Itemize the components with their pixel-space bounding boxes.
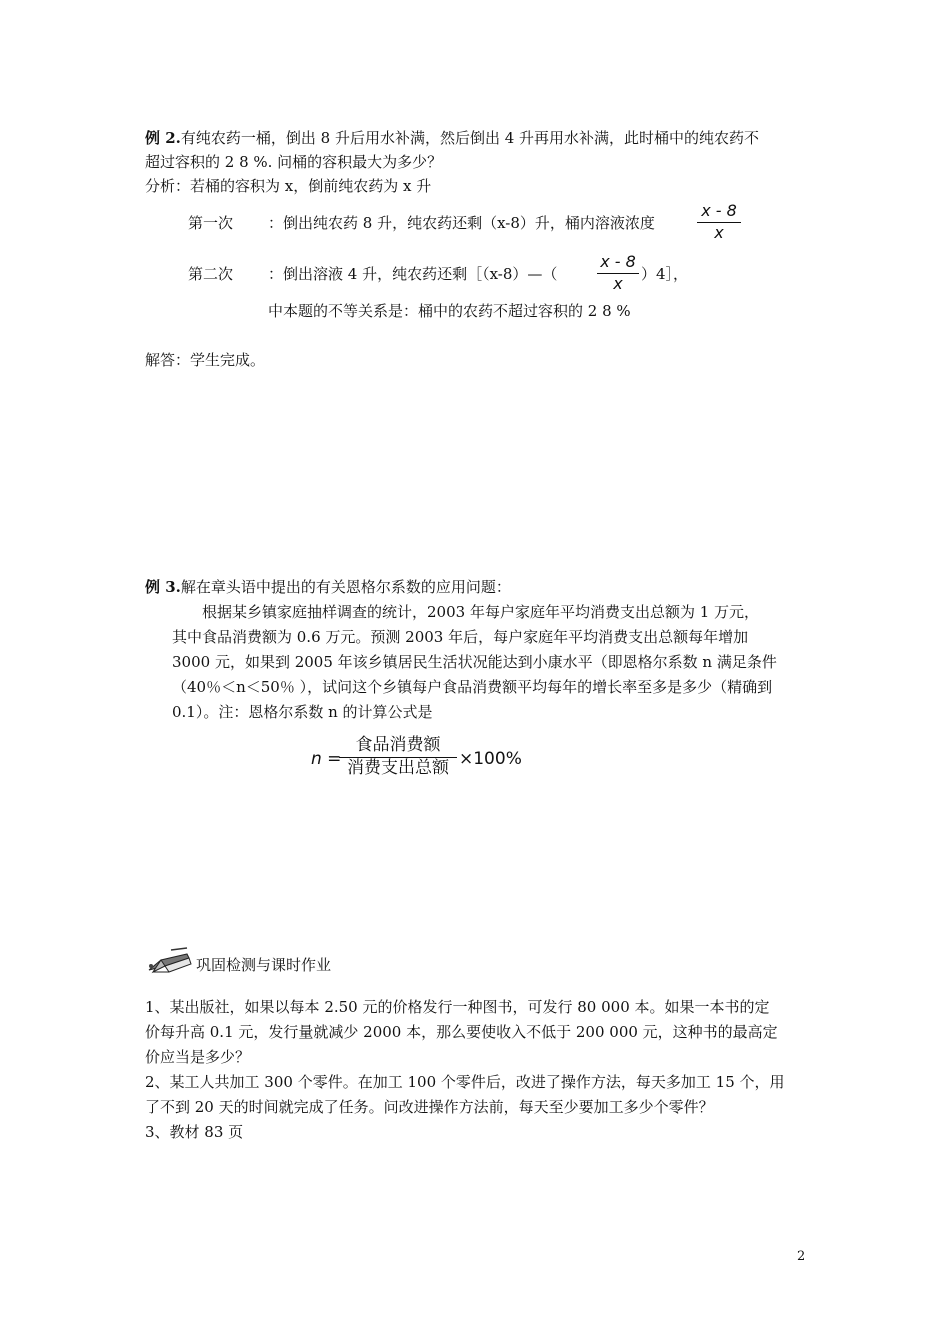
concentration-fraction	[697, 203, 741, 241]
example3-label: 例 3.	[145, 578, 181, 596]
homework-line: 价应当是多少？	[145, 1048, 251, 1066]
fraction-numerator: x - 8	[600, 252, 636, 271]
homework-line: 2、某工人共加工 300 个零件。在加工 100 个零件后，改进了操作方法，每天多加工 15 个，用	[145, 1073, 785, 1091]
page-number: 2	[797, 1249, 806, 1264]
homework-line: 了不到 20 天的时间就完成了任务。问改进操作方法前，每天至少要加工多少个零件？	[145, 1098, 714, 1116]
engel-fraction	[339, 737, 457, 777]
example2-line2: 超过容积的 2 8 %. 问桶的容积最大为多少？	[145, 153, 443, 171]
example3-para-line: 3000 元，如果到 2005 年该乡镇居民生活状况能达到小康水平（即恩格尔系数 n 满足条件	[172, 653, 777, 671]
formula-rhs: ×100%	[459, 749, 522, 769]
fraction-denominator: x	[613, 274, 623, 293]
relation-text: 中本题的不等关系是：桶中的农药不超过容积的 2 8 %	[268, 302, 631, 320]
step1-label: 第一次	[188, 214, 234, 232]
step2-label: 第二次	[188, 265, 234, 283]
formula-denominator: 消费支出总额	[347, 758, 449, 778]
step2-text-b: ）4］，	[641, 265, 689, 283]
step1-text: ：倒出纯农药 8 升，纯农药还剩（x-8）升，桶内溶液浓度	[268, 214, 655, 232]
example3-para-line: 其中食品消费额为 0.6 万元。预测 2003 年后，每户家庭年平均消费支出总额每年增加	[172, 628, 749, 646]
example2-analysis: 分析：若桶的容积为 x，倒前纯农药为 x 升	[145, 177, 432, 195]
fraction-numerator: x - 8	[701, 201, 737, 220]
answer-text: 解答：学生完成。	[145, 351, 266, 369]
homework-line: 价每升高 0.1 元，发行量就减少 2000 本，那么要使收入不低于 200 000 元，这种书的最高定	[145, 1023, 778, 1041]
example3-para-line: 0.1）。注：恩格尔系数 n 的计算公式是	[172, 703, 433, 721]
formula-lhs: n =	[311, 749, 342, 769]
example2-text: 有纯农药一桶，倒出 8 升后用水补满，然后倒出 4 升再用水补满，此时桶中的纯农药不	[180, 129, 760, 147]
homework-line: 1、某出版社，如果以每本 2.50 元的价格发行一种图书，可发行 80 000 本。如果一本书的定	[145, 998, 770, 1016]
example3-title-line	[145, 580, 511, 595]
example2-line1	[145, 131, 759, 146]
example3-para-line: 根据某乡镇家庭抽样调查的统计，2003 年每户家庭年平均消费支出总额为 1 万元，	[202, 603, 760, 621]
formula-numerator: 食品消费额	[355, 735, 441, 755]
homework-line: 3、教材 83 页	[145, 1123, 244, 1141]
homework-title: 巩固检测与课时作业	[196, 956, 332, 974]
example2-label: 例 2.	[145, 129, 181, 147]
fraction-denominator: x	[714, 223, 724, 242]
book-pen-icon	[143, 946, 195, 976]
example3-para-line: （40％＜n＜50％ ），试问这个乡镇每户食品消费额平均每年的增长率至多是多少（精确到	[172, 678, 773, 696]
example3-title: 解在章头语中提出的有关恩格尔系数的应用问题：	[180, 578, 511, 596]
step2-text-a: ：倒出溶液 4 升，纯农药还剩［（x-8）—（	[268, 265, 558, 283]
step2-fraction	[597, 254, 639, 292]
